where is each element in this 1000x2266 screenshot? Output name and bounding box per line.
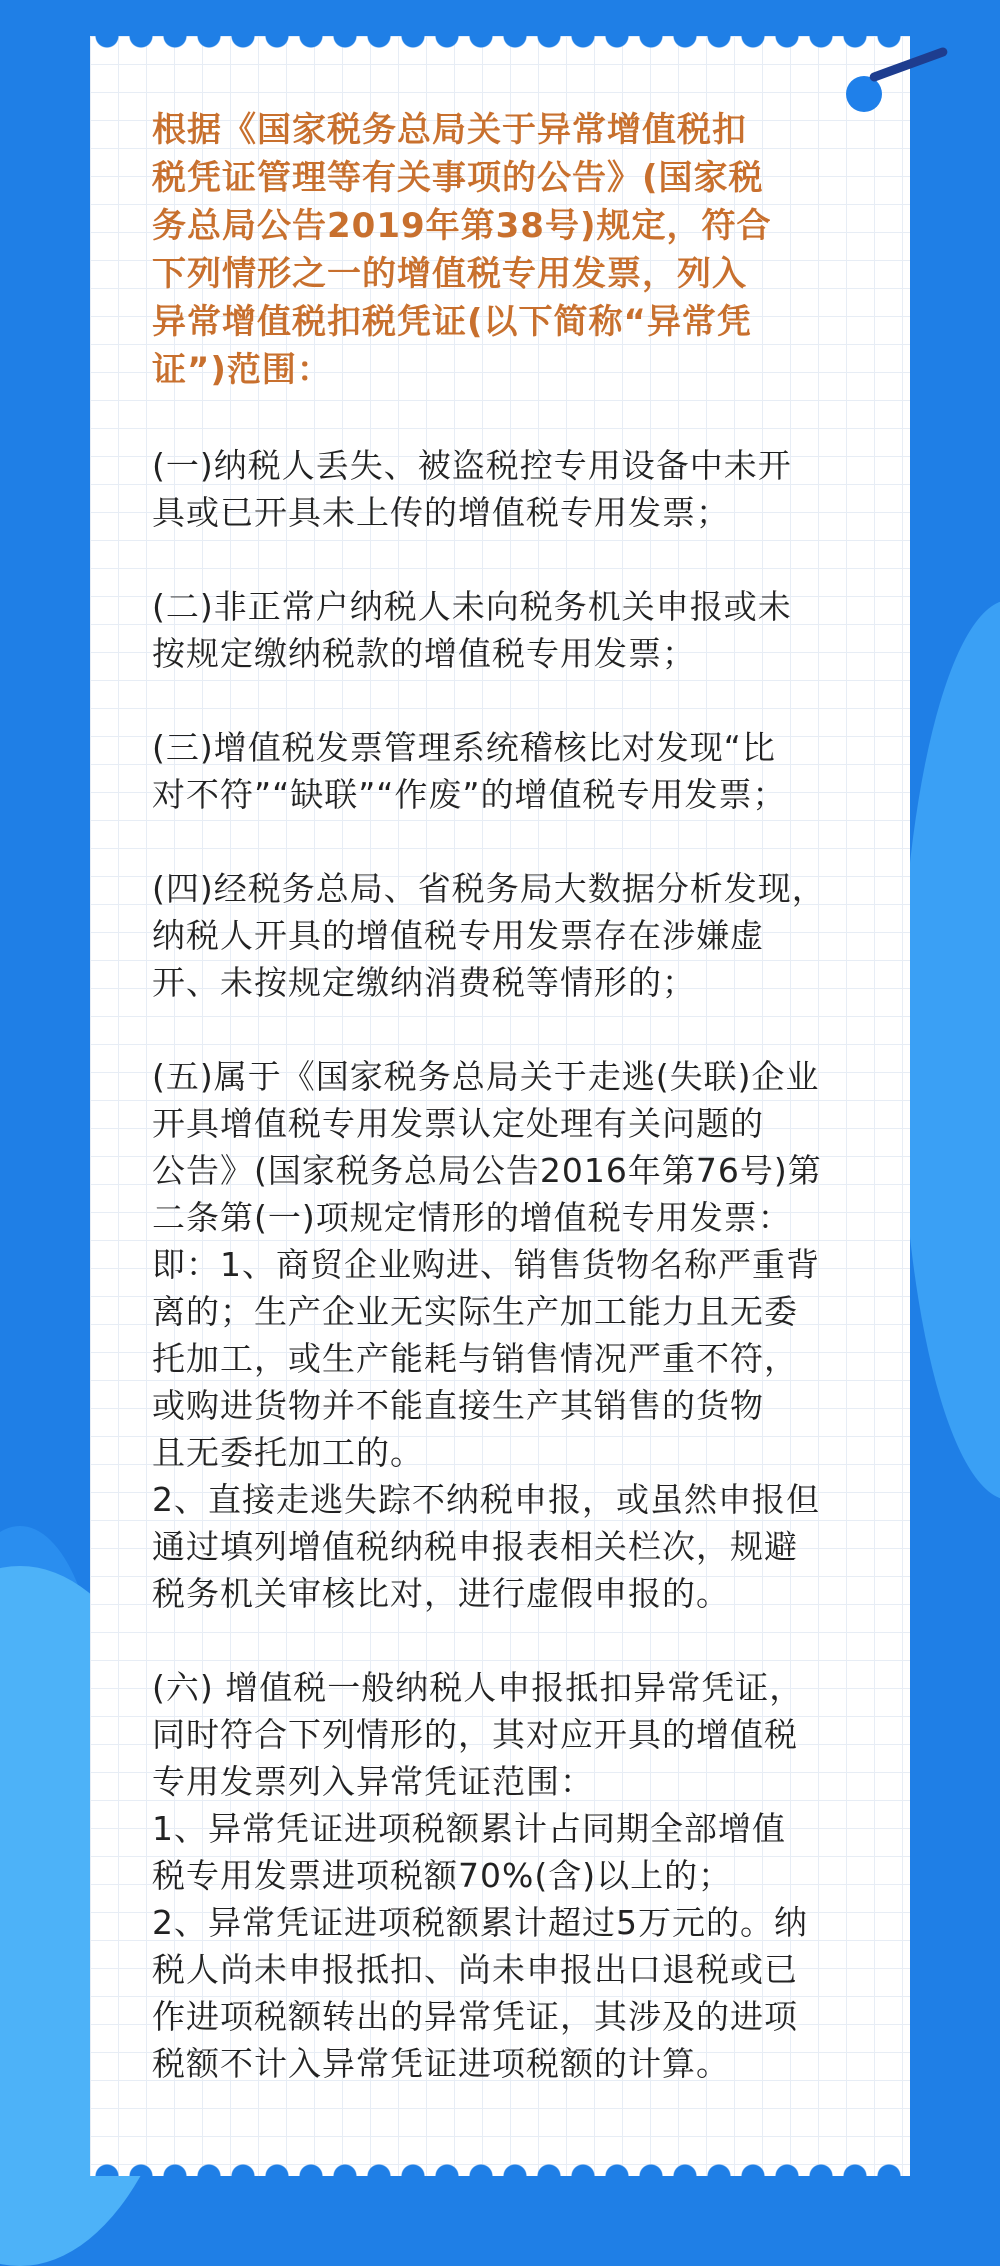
clause-1: [152, 442, 852, 536]
clause-line: 税额不计入异常凭证进项税额的计算。: [152, 2044, 730, 2083]
clause-line: 按规定缴纳税款的增值税专用发票；: [152, 634, 696, 673]
clause-line: (五)属于《国家税务总局关于走逃(失联)企业: [152, 1057, 820, 1096]
clause-line: (一)纳税人丢失、被盗税控专用设备中未开: [152, 446, 792, 485]
notice-paper: [90, 36, 910, 2176]
clause-5: [152, 1053, 852, 1617]
clause-line: 或购进货物并不能直接生产其销售的货物: [152, 1386, 764, 1425]
pushpin-icon: [846, 76, 882, 112]
intro-line: 根据《国家税务总局关于异常增值税扣: [152, 110, 747, 150]
clause-line: 同时符合下列情形的，其对应开具的增值税: [152, 1715, 798, 1754]
clause-line: 作进项税额转出的异常凭证，其涉及的进项: [152, 1997, 798, 2036]
clause-line: 通过填列增值税纳税申报表相关栏次，规避: [152, 1527, 798, 1566]
clause-line: 公告》(国家税务总局公告2016年第76号)第: [152, 1151, 822, 1190]
intro-line: 下列情形之一的增值税专用发票，列入: [152, 254, 747, 294]
clause-line: 开具增值税专用发票认定处理有关问题的: [152, 1104, 764, 1143]
clause-line: 且无委托加工的。: [152, 1433, 424, 1472]
clause-line: 税专用发票进项税额70%(含)以上的；: [152, 1856, 733, 1895]
clause-line: 1、异常凭证进项税额累计占同期全部增值: [152, 1809, 786, 1848]
clause-line: 2、直接走逃失踪不纳税申报，或虽然申报但: [152, 1480, 820, 1519]
clause-line: 纳税人开具的增值税专用发票存在涉嫌虚: [152, 916, 764, 955]
clause-line: 税人尚未申报抵扣、尚未申报出口退税或已: [152, 1950, 798, 1989]
paper-scallop-bottom: [90, 2160, 910, 2176]
intro-paragraph: [152, 106, 852, 394]
clause-line: 税务机关审核比对，进行虚假申报的。: [152, 1574, 730, 1613]
clause-6: [152, 1664, 852, 2087]
clause-line: 2、异常凭证进项税额累计超过5万元的。纳: [152, 1903, 808, 1942]
clause-line: 离的；生产企业无实际生产加工能力且无委: [152, 1292, 798, 1331]
clause-line: 具或已开具未上传的增值税专用发票；: [152, 493, 730, 532]
clause-4: [152, 865, 852, 1006]
background-wave-right: [900, 600, 1000, 1500]
clause-line: 对不符”“缺联”“作废”的增值税专用发票；: [152, 775, 787, 814]
clause-line: 二条第(一)项规定情形的增值税专用发票：: [152, 1198, 792, 1237]
intro-line: 税凭证管理等有关事项的公告》(国家税: [152, 158, 764, 198]
intro-line: 证”)范围：: [152, 350, 332, 390]
clause-line: 即：1、商贸企业购进、销售货物名称严重背: [152, 1245, 820, 1284]
clause-line: (六) 增值税一般纳税人申报抵扣异常凭证，: [152, 1668, 804, 1707]
paper-scallop-top: [90, 36, 910, 52]
intro-line: 务总局公告2019年第38号)规定，符合: [152, 206, 772, 246]
clause-3: [152, 724, 852, 818]
clause-line: (二)非正常户纳税人未向税务机关申报或未: [152, 587, 792, 626]
clause-line: 专用发票列入异常凭证范围：: [152, 1762, 594, 1801]
clause-line: 托加工，或生产能耗与销售情况严重不符，: [152, 1339, 798, 1378]
clause-line: (四)经税务总局、省税务局大数据分析发现，: [152, 869, 826, 908]
intro-line: 异常增值税扣税凭证(以下简称“异常凭: [152, 302, 752, 342]
clause-2: [152, 583, 852, 677]
clause-line: (三)增值税发票管理系统稽核比对发现“比: [152, 728, 776, 767]
notice-content: [152, 106, 852, 2134]
clause-line: 开、未按规定缴纳消费税等情形的；: [152, 963, 696, 1002]
